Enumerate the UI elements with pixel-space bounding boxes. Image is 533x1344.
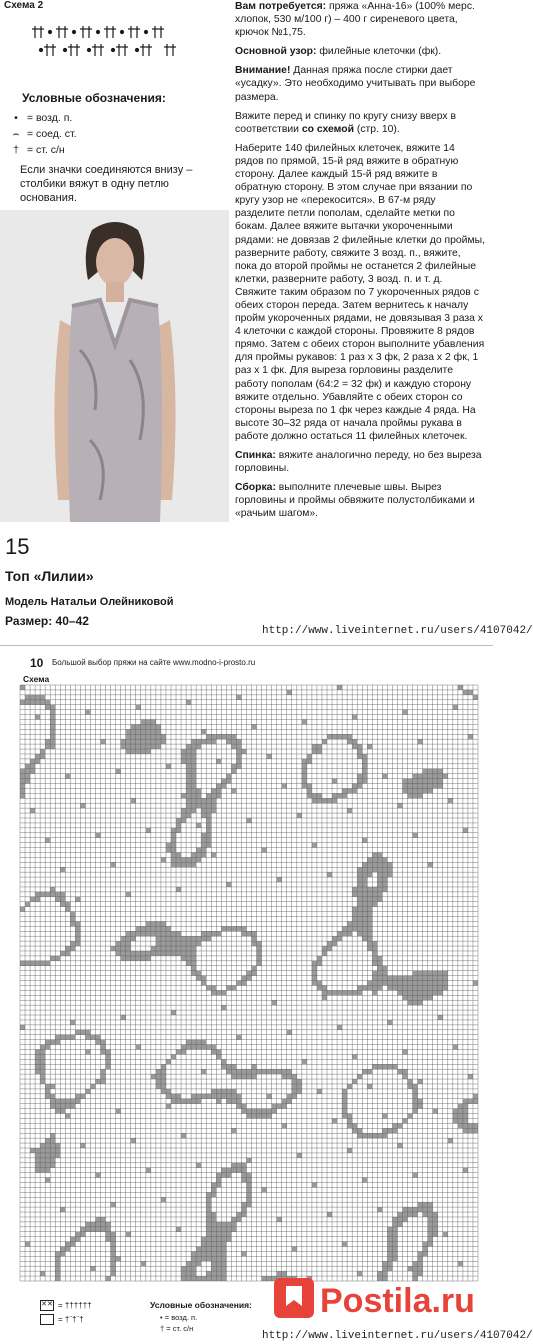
model-size: Размер: 40–42 (5, 614, 89, 628)
postila-logo (272, 1272, 482, 1324)
schema-2-title: Схема 2 (4, 0, 44, 11)
page-banner: Большой выбор пряжи на сайте www.modno-i-prosto.ru (52, 658, 256, 667)
materials-paragraph: Вам потребуется: пряжа «Анна-16» (100% мерс. хлопок, 530 м/100 г) – 400 г сиреневого цвета, крючок №1,75. (235, 1, 475, 39)
key-open-cell: = †¨†¨† (40, 1312, 92, 1326)
chart-title: Схема (23, 674, 50, 684)
schema-2-diagram (30, 22, 170, 67)
pattern-paragraph: Основной узор: филейные клеточки (фк). (235, 46, 442, 58)
watermark-top: http://www.liveinternet.ru/users/4107042/ (262, 625, 533, 637)
filet-chart-grid (20, 685, 478, 1281)
model-photo (0, 210, 229, 522)
legend-item-chain: • = возд. п. (14, 112, 73, 124)
chart-legend-title: Условные обозначения: (150, 1300, 252, 1310)
key-filled-cell: ✕✕ = †††††† (41, 1300, 92, 1310)
filled-cell-icon: ✕✕ (40, 1300, 54, 1311)
model-number: 15 (5, 534, 30, 559)
chart-reference-paragraph: Вяжите перед и спинку по кругу снизу вверх в соответствии со схемой (стр. 10). (235, 110, 456, 135)
instructions-column (235, 0, 485, 526)
model-illustration (0, 210, 229, 522)
postila-logo-text: Postila.ru (320, 1282, 475, 1320)
front-instructions-paragraph: Наберите 140 филейных клеточек, вяжите 14 рядов по прямой, 15-й ряд вяжите в обратную сторону. Далее каждый 15-й ряд вяжите в обратную сторону. В этом случае при вязании по кругу узор не «перекосится». В 67-м ряду разделите петли пополам, сделайте метки по бокам. Далее вяжите вытачки укороченными рядами: не довязав 2 филейные клетки до проймы, разверните работу, свяжите 3 возд. п., вяжите, пока до второй проймы не останется 2 филейные клетки, разверните работу, 3 возд. п. и т. д. Свяжите таким образом по 7 укороченных рядов с обеих сторон переда. Затем вернитесь к началу пройм укороченных рядами, не довязывая 3 раза х 4 клеточки с каждой стороны. Провяжите 8 рядов прямо. Затем с обеих сторон выполните убавления для проймы рукавов: 1 раз х 3 фк, 2 раза х 2 фк, 1 раз х 1 фк. Для выреза горловины разделите работу пополам (64:2 = 32 фк) и каждую сторону вяжите отдельно. Убавляйте с обеих сторон со стороны выреза по 1 фк через каждые 4 ряда. На высоте 30–32 ряда от начала проймы рукава в работе должно остаться 11 филейных клеточек. (235, 142, 485, 442)
legend-item-slip: ⌢ = соед. ст. (12, 128, 77, 140)
model-name: Топ «Лилии» (5, 568, 94, 584)
back-paragraph: Спинка: вяжите аналогично переду, но без выреза горловины. (235, 450, 482, 475)
chart-legend-dc: † = ст. с/н (160, 1324, 194, 1333)
open-cell-icon (40, 1314, 54, 1325)
filet-cells (20, 685, 478, 1281)
legend-title: Условные обозначения: (22, 91, 166, 105)
watermark-bottom: http://www.liveinternet.ru/users/4107042/ (262, 1330, 533, 1342)
warning-paragraph: Внимание! Данная пряжа после стирки дает «усадку». Это необходимо учитывать при выборе размера. (235, 65, 476, 103)
legend-item-dc: † = ст. с/н (13, 144, 65, 156)
assembly-paragraph: Сборка: выполните плечевые швы. Вырез горловины и проймы обвяжите полустолбиками и «рачьим шагом». (235, 482, 475, 520)
chart-symbol-key (40, 1298, 92, 1326)
chart-legend-chain: • = возд. п. (160, 1313, 198, 1322)
model-author: Модель Натальи Олейниковой (5, 596, 174, 608)
page-number: 10 (30, 656, 44, 670)
page-divider (0, 645, 493, 646)
legend-note: Если значки соединяются внизу – столбики вяжут в одну петлю основания. (20, 164, 193, 204)
